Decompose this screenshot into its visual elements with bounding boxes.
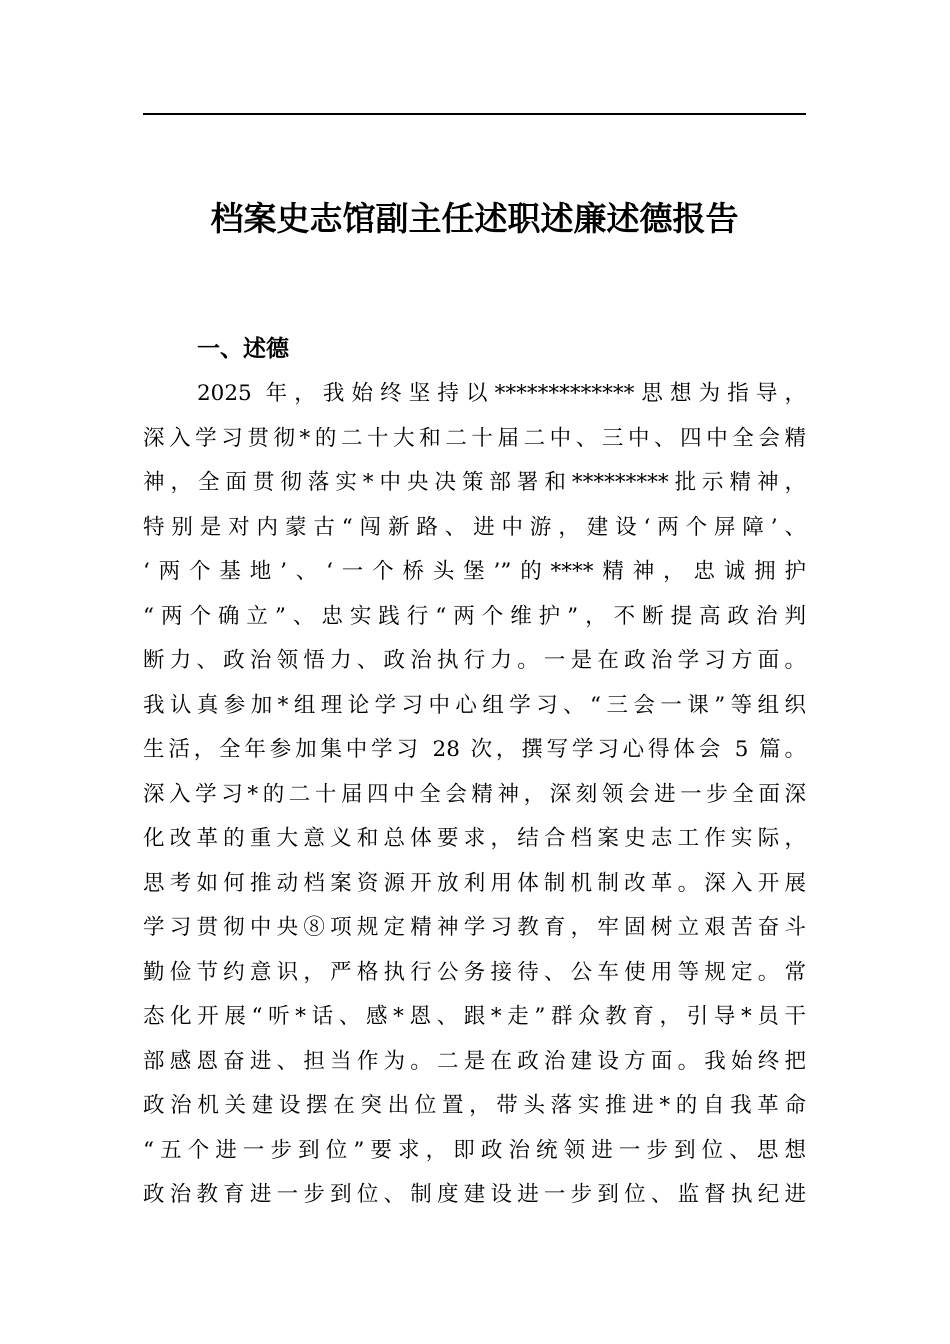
text-line: 深入学习贯彻*的二十大和二十届二中、三中、四中全会精 [143, 425, 806, 451]
text-line: 断力、政治领悟力、政治执行力。一是在政治学习方面。 [143, 648, 806, 673]
text-line: 勤俭节约意识，严格执行公务接待、公车使用等规定。常 [143, 959, 806, 985]
text-line: 学习贯彻中央⑧项规定精神学习教育，牢固树立艰苦奋斗 [143, 915, 806, 940]
text-line: 态化开展“听*话、感*恩、跟*走”群众教育，引导*员干 [143, 1004, 806, 1029]
text-line: “五个进一步到位”要求，即政治统领进一步到位、思想 [143, 1137, 806, 1163]
text-line: 我认真参加*组理论学习中心组学习、“三会一课”等组织 [143, 692, 806, 718]
text-line: 化改革的重大意义和总体要求，结合档案史志工作实际， [143, 826, 806, 851]
text-line: 思考如何推动档案资源开放利用体制机制改革。深入开展 [143, 870, 806, 896]
document-title: 档案史志馆副主任述职述廉述德报告 [210, 199, 739, 238]
text-line: 部感恩奋进、担当作为。二是在政治建设方面。我始终把 [143, 1048, 806, 1074]
text-line: 2025 年，我始终坚持以*************思想为指导， [197, 381, 806, 406]
text-line: “两个确立”、忠实践行“两个维护”，不断提高政治判 [143, 603, 806, 629]
text-line: 生活，全年参加集中学习 28 次，撰写学习心得体会 5 篇。 [143, 737, 806, 762]
body-paragraph [143, 372, 806, 1218]
text-line: 特别是对内蒙古“闯新路、进中游，建设‘两个屏障’、 [143, 514, 806, 540]
section-heading: 一、述德 [197, 335, 289, 362]
text-line: 深入学习*的二十届四中全会精神，深刻领会进一步全面深 [143, 781, 806, 807]
text-line: 政治机关建设摆在突出位置，带头落实推进*的自我革命 [143, 1093, 806, 1118]
text-line: ‘两个基地’、‘一个桥头堡’”的****精神，忠诚拥护 [143, 559, 806, 584]
text-line: 神，全面贯彻落实*中央决策部署和*********批示精神， [143, 470, 806, 495]
header-rule [143, 113, 806, 115]
text-line: 政治教育进一步到位、制度建设进一步到位、监督执纪进 [143, 1182, 806, 1207]
